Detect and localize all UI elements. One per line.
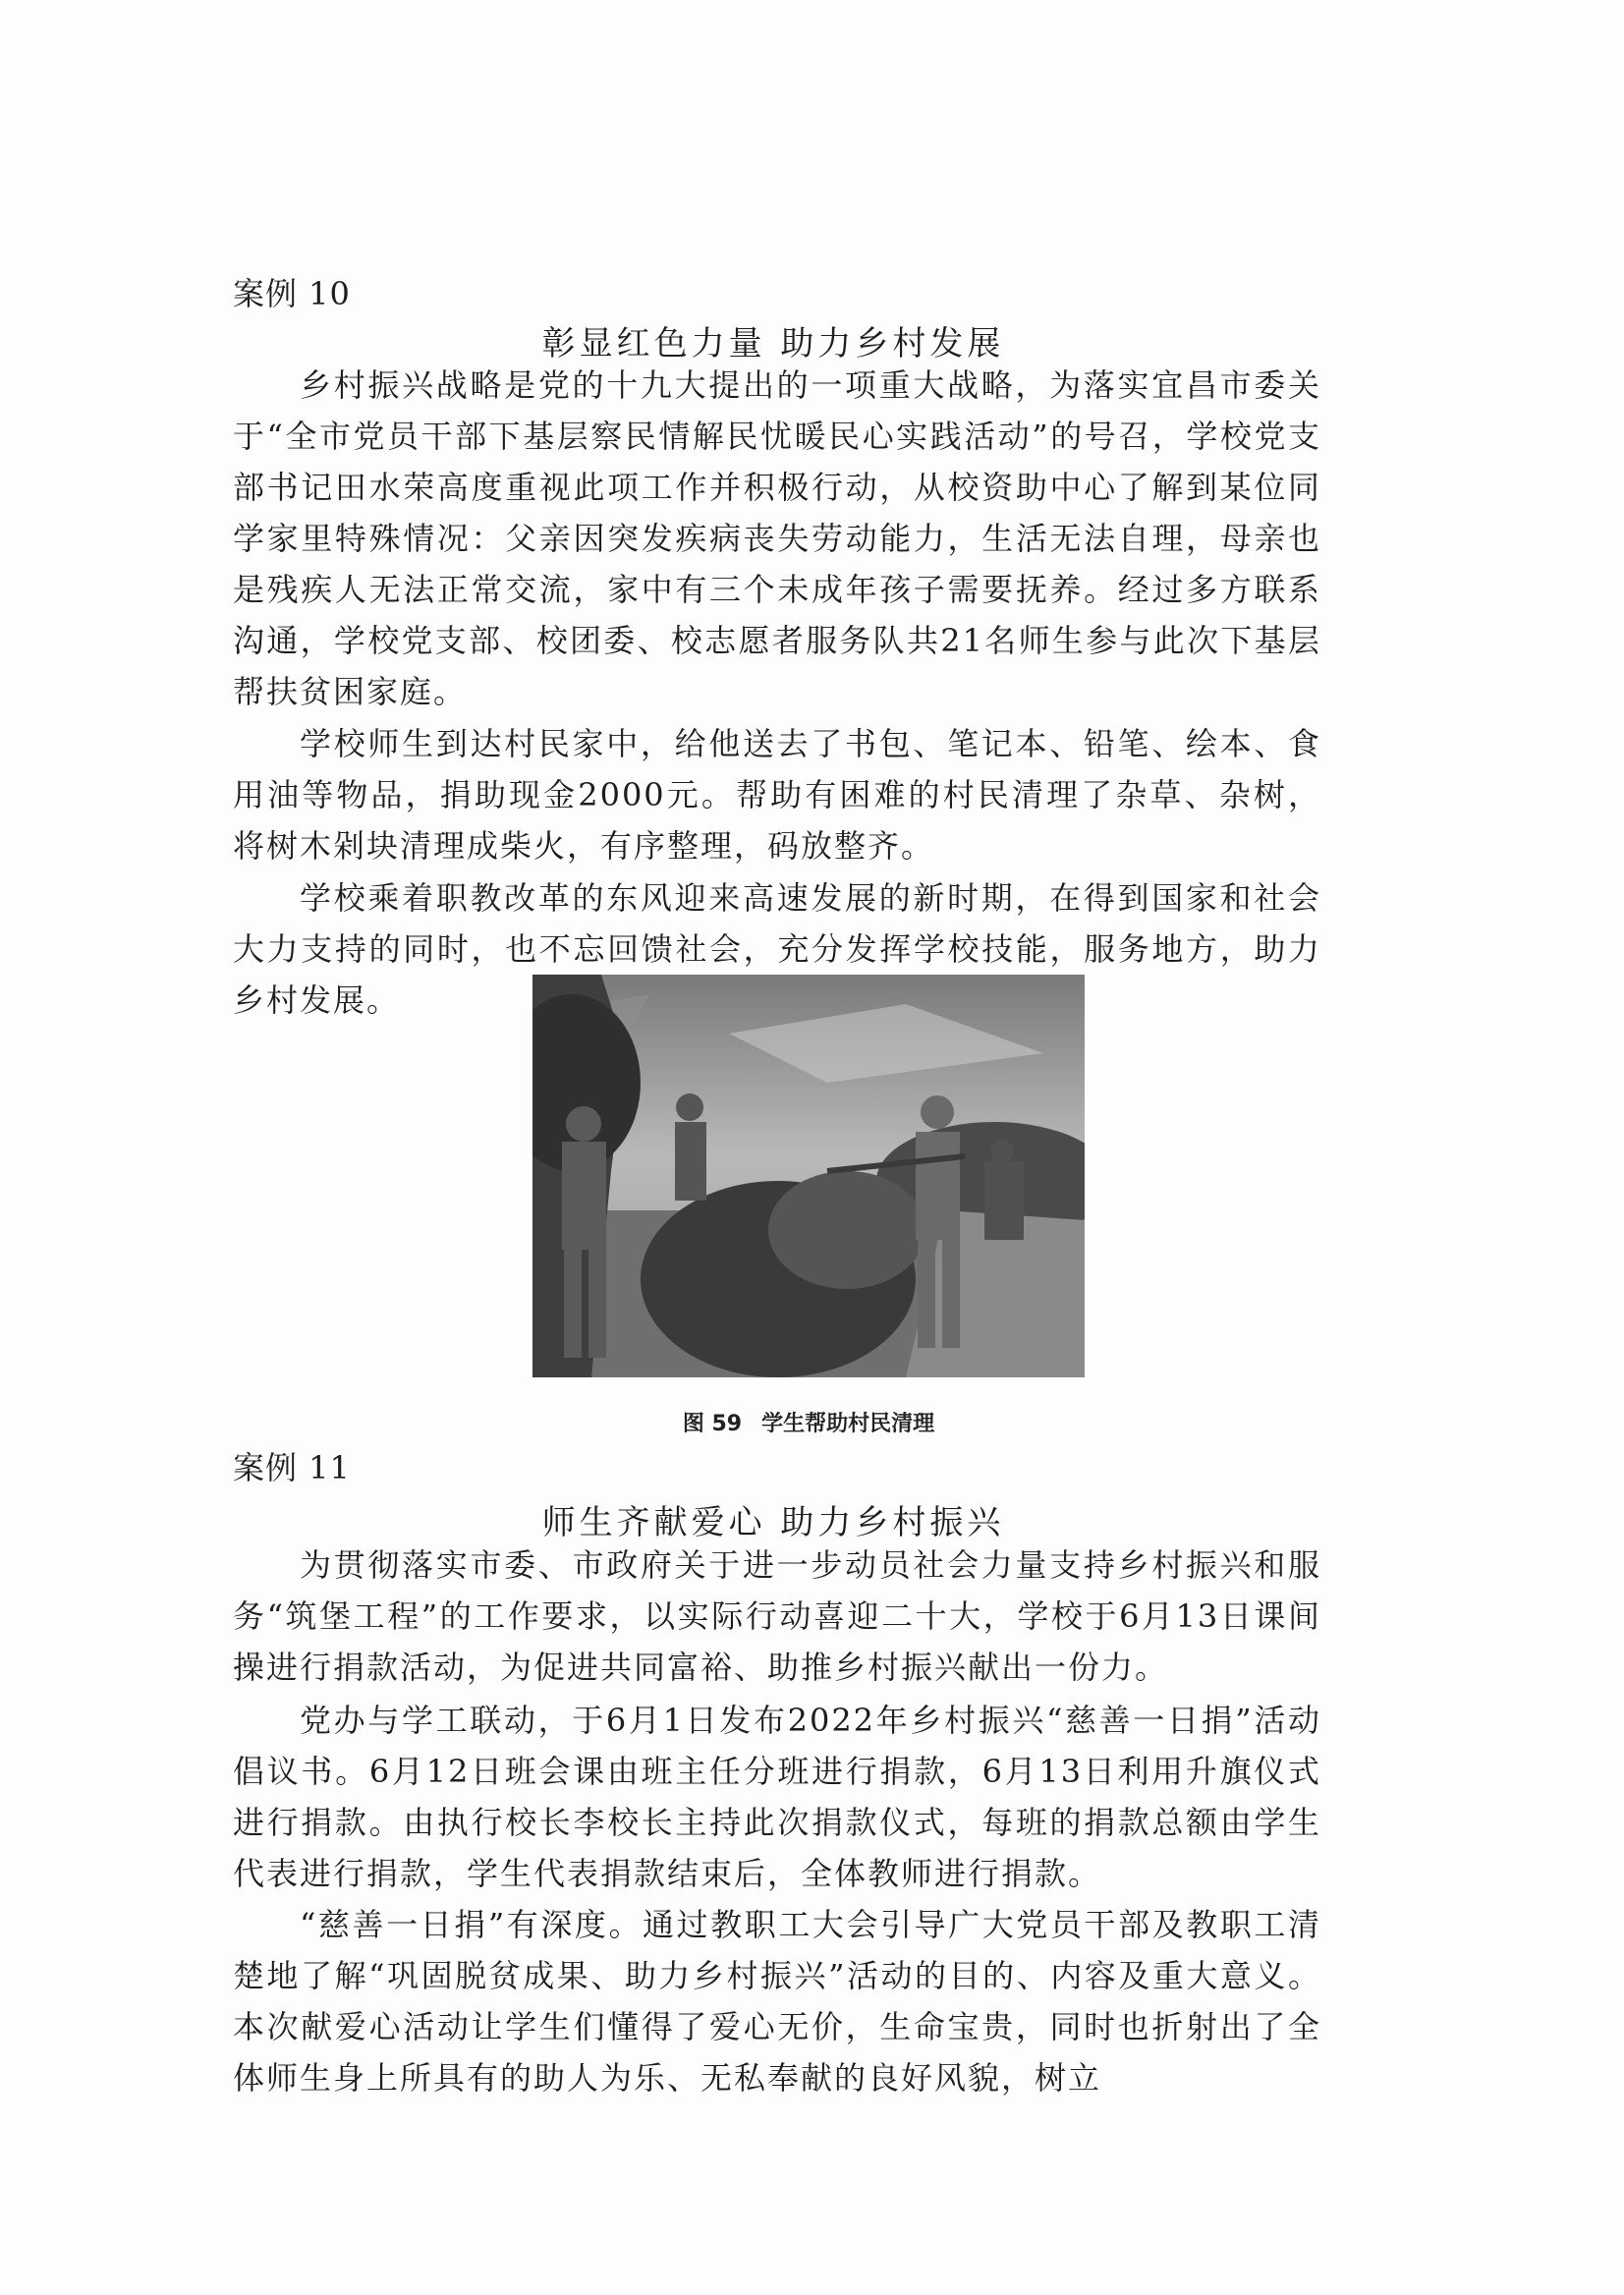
- figure-number: 图 59: [682, 1412, 743, 1436]
- case-11-paragraph-3: “慈善一日捐”有深度。通过教职工大会引导广大党员干部及教职工清楚地了解“巩固脱贫成果、助力乡村振兴”活动的目的、内容及重大意义。本次献爱心活动让学生们懂得了爱心无价，生命宝贵，同时也折射出了全体师生身上所具有的助人为乐、无私奉献的良好风貌，树立: [233, 1906, 1321, 2097]
- case-10-paragraph-2: 学校师生到达村民家中，给他送去了书包、笔记本、铅笔、绘本、食用油等物品，捐助现金2000元。帮助有困难的村民清理了杂草、杂树，将树木剁块清理成柴火，有序整理，码放整齐。: [233, 725, 1321, 865]
- case-10-paragraph-1: 乡村振兴战略是党的十九大提出的一项重大战略，为落实宜昌市委关于“全市党员干部下基层察民情解民忧暖民心实践活动”的号召，学校党支部书记田水荣高度重视此项工作并积极行动，从校资助中心了解到某位同学家里特殊情况：父亲因突发疾病丧失劳动能力，生活无法自理，母亲也是残疾人无法正常交流，家中有三个未成年孩子需要抚养。经过多方联系沟通，学校党支部、校团委、校志愿者服务队共21名师生参与此次下基层帮扶贫困家庭。: [233, 366, 1321, 710]
- case-11-paragraph-2: 党办与学工联动，于6月1日发布2022年乡村振兴“慈善一日捐”活动倡议书。6月12日班会课由班主任分班进行捐款，6月13日利用升旗仪式进行捐款。由执行校长李校长主持此次捐款仪式，每班的捐款总额由学生代表进行捐款，学生代表捐款结束后，全体教师进行捐款。: [233, 1702, 1321, 1892]
- case-10-title: 彰显红色力量 助力乡村发展: [541, 324, 1005, 364]
- case-11-paragraph-1: 为贯彻落实市委、市政府关于进一步动员社会力量支持乡村振兴和服务“筑堡工程”的工作要求，以实际行动喜迎二十大，学校于6月13日课间操进行捐款活动，为促进共同富裕、助推乡村振兴献出一份力。: [233, 1546, 1321, 1686]
- villagers-clearing-photo: [532, 975, 1085, 1377]
- case-10-label: 案例 10: [233, 275, 351, 312]
- figure-caption-text: 学生帮助村民清理: [761, 1412, 935, 1436]
- case-11-label: 案例 11: [233, 1449, 351, 1486]
- case-11-title: 师生齐献爱心 助力乡村振兴: [541, 1503, 1005, 1542]
- figure-caption: [532, 1407, 1085, 1437]
- case-10-paragraph-3: 学校乘着职教改革的东风迎来高速发展的新时期，在得到国家和社会大力支持的同时，也不忘回馈社会，充分发挥学校技能，服务地方，助力乡村发展。: [233, 879, 1321, 1019]
